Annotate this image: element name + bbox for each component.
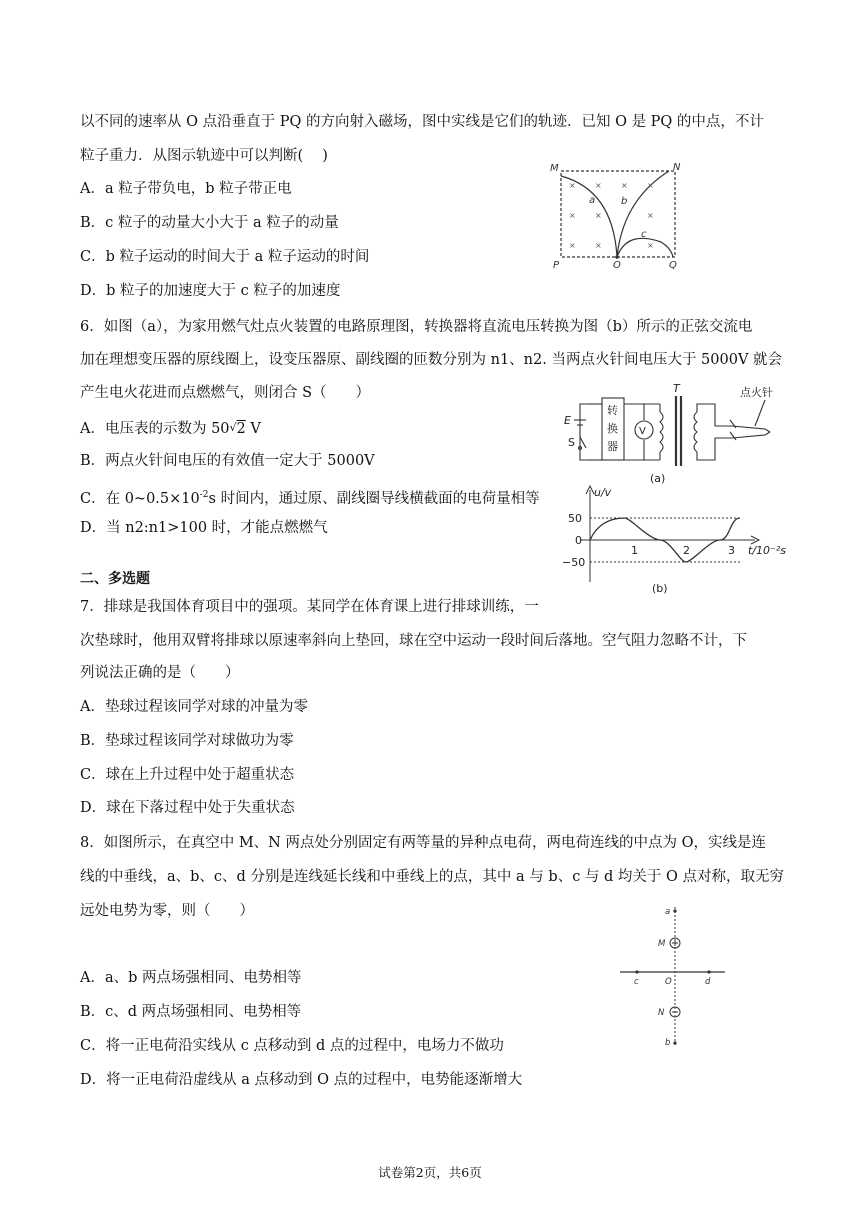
svg-text:×: × (569, 241, 576, 250)
q5-point-O (615, 255, 619, 259)
q8-label-M: M (658, 939, 666, 949)
q7-stem-line3: 列说法正确的是（ ） (80, 665, 240, 681)
q8-option-c: C．将一正电荷沿实线从 c 点移动到 d 点的过程中，电场力不做功 (80, 1038, 504, 1054)
q6-voltage-graph (530, 482, 800, 597)
q8-label-O: O (665, 977, 672, 987)
q8-point-a (673, 909, 676, 912)
q7-stem-line1: 7．排球是我国体育项目中的强项。某同学在体育课上进行排球训练，一 (80, 599, 539, 615)
q6-igniter-label: 点火针 (740, 386, 773, 399)
q7-option-a: A．垫球过程该同学对球的冲量为零 (80, 699, 308, 715)
q6-xtick-1: 1 (631, 544, 638, 557)
q6-ylabel: u/v (594, 486, 612, 499)
svg-text:×: × (647, 211, 654, 220)
q6-stem-line2: 加在理想变压器的原线圈上，设变压器原、副线圈的匝数分别为 n1、n2. 当两点火针间电压大于 5000V 就会 (80, 352, 783, 368)
q5-stem-line2: 粒子重力．从图示轨迹中可以判断( ) (80, 148, 328, 164)
q5-label-P: P (553, 260, 560, 271)
q5-option-a: A．a 粒子带负电，b 粒子带正电 (80, 181, 292, 197)
q5-track-c (617, 238, 673, 257)
svg-text:×: × (569, 181, 576, 190)
page-footer: 试卷第2页，共6页 (378, 1165, 482, 1180)
q5-magnetic-field-figure (545, 160, 695, 272)
q6-converter-char3: 器 (607, 440, 618, 453)
q5-label-M: M (550, 163, 559, 174)
q6-converter-char2: 换 (607, 422, 618, 435)
q6-caption-b: (b) (652, 582, 668, 595)
q5-label-O: O (613, 260, 621, 271)
q6-option-b: B．两点火针间电压的有效值一定大于 5000V (80, 453, 375, 469)
q6-caption-a: (a) (650, 472, 666, 485)
q6-label-T: T (673, 382, 680, 395)
q8-option-b: B．c、d 两点场强相同、电势相等 (80, 1004, 302, 1020)
q5-stem-line1: 以不同的速率从 O 点沿垂直于 PQ 的方向射入磁场，图中实线是它们的轨迹．已知 O 是 PQ 的中点，不计 (80, 114, 764, 130)
q5-label-Q: Q (669, 260, 677, 271)
q6-label-S: S (568, 436, 575, 449)
svg-text:×: × (595, 241, 602, 250)
q8-option-a: A．a、b 两点场强相同、电势相等 (80, 970, 302, 986)
q8-label-c: c (634, 977, 639, 987)
q6-stem-line3: 产生电火花进而点燃燃气，则闭合 S（ ） (80, 385, 371, 401)
q7-option-b: B．垫球过程该同学对球做功为零 (80, 733, 294, 749)
q8-label-d: d (705, 977, 711, 987)
q5-option-c: C．b 粒子运动的时间大于 a 粒子运动的时间 (80, 249, 370, 265)
q6-stem-line1: 6．如图（a），为家用燃气灶点火装置的电路原理图，转换器将直流电压转换为图（b）所示的正弦交流电 (80, 319, 753, 335)
q6-ytick-50: 50 (568, 512, 582, 525)
q6-option-a: A．电压表的示数为 50√2 V (80, 421, 261, 437)
q5-label-b: b (621, 196, 628, 207)
q8-point-b (673, 1041, 676, 1044)
q5-option-b: B．c 粒子的动量大小大于 a 粒子的动量 (80, 215, 339, 231)
q5-label-c: c (641, 229, 647, 240)
svg-text:×: × (569, 211, 576, 220)
q5-label-N: N (673, 162, 681, 173)
q6-xtick-2: 2 (683, 544, 690, 557)
section-multiple-choice-title: 二、多选题 (80, 571, 150, 587)
q6-converter-char1: 转 (607, 404, 618, 417)
q6-ytick-neg50: −50 (562, 556, 586, 569)
q8-stem-line3: 远处电势为零，则（ ） (80, 903, 254, 919)
q8-stem-line2: 线的中垂线，a、b、c、d 分别是连线延长线和中垂线上的点，其中 a 与 b、c 与 d 均关于 O 点对称，取无穷 (80, 869, 785, 885)
q6-xlabel: t/10⁻²s (748, 544, 786, 557)
svg-text:×: × (621, 181, 628, 190)
q8-point-c (635, 970, 638, 973)
q6-label-E: E (564, 414, 571, 427)
q6-ytick-0: 0 (575, 534, 582, 547)
q8-label-a: a (665, 907, 671, 917)
q5-option-d: D．b 粒子的加速度大于 c 粒子的加速度 (80, 283, 341, 299)
q7-stem-line2: 次垫球时，他用双臂将排球以原速率斜向上垫回，球在空中运动一段时间后落地。空气阻力忽略不计，下 (80, 633, 747, 649)
svg-text:×: × (647, 241, 654, 250)
q8-charge-figure (615, 895, 730, 1055)
q6-circuit-figure (560, 382, 790, 487)
q8-label-N: N (658, 1008, 665, 1018)
svg-text:×: × (647, 181, 654, 190)
svg-text:×: × (595, 181, 602, 190)
q6-option-d: D．当 n2:n1>100 时，才能点燃燃气 (80, 520, 328, 536)
q6-voltmeter-label: V (639, 426, 646, 437)
q7-option-c: C．球在上升过程中处于超重状态 (80, 767, 295, 783)
svg-text:×: × (595, 211, 602, 220)
q5-label-a: a (589, 195, 596, 206)
q8-stem-line1: 8．如图所示，在真空中 M、N 两点处分别固定有两等量的异种点电荷，两电荷连线的中点为 O，实线是连 (80, 835, 766, 851)
q6-xtick-3: 3 (728, 544, 735, 557)
q8-point-d (707, 970, 710, 973)
q8-label-b: b (665, 1038, 671, 1048)
q8-option-d: D．将一正电荷沿虚线从 a 点移动到 O 点的过程中，电势能逐渐增大 (80, 1072, 523, 1088)
q7-option-d: D．球在下落过程中处于失重状态 (80, 800, 295, 816)
q6-option-c: C．在 $0\sim 0.5\times 10^{-2}s$ 时间内，通过原、副线圈导线横截面的电荷量相等 (80, 490, 540, 507)
